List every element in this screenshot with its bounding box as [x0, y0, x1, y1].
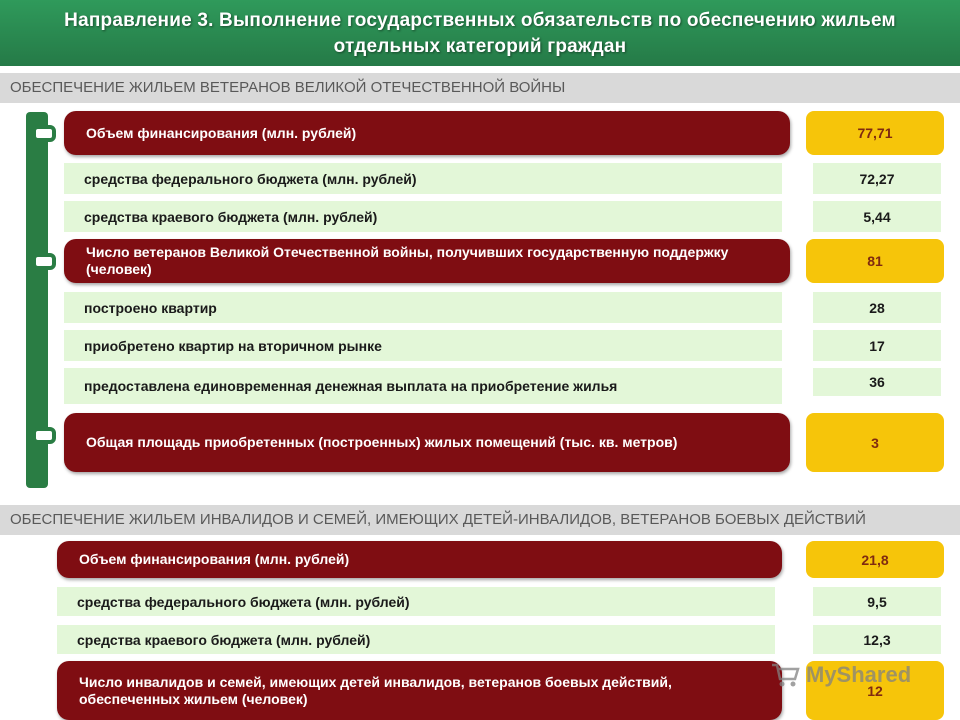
section1-federal-label: средства федерального бюджета (млн. рублей) [64, 163, 782, 194]
header-title-line2: отдельных категорий граждан [333, 36, 627, 57]
section1-secondary-value: 17 [813, 330, 941, 361]
section1-built-value: 28 [813, 292, 941, 323]
section1-title: ОБЕСПЕЧЕНИЕ ЖИЛЬЕМ ВЕТЕРАНОВ ВЕЛИКОЙ ОТЕЧЕСТВЕННОЙ ВОЙНЫ [0, 73, 960, 103]
section1-built-label: построено квартир [64, 292, 782, 323]
section2-federal-value: 9,5 [813, 587, 941, 616]
section2-title: ОБЕСПЕЧЕНИЕ ЖИЛЬЕМ ИНВАЛИДОВ И СЕМЕЙ, ИМЕЮЩИХ ДЕТЕЙ-ИНВАЛИДОВ, ВЕТЕРАНОВ БОЕВЫХ ДЕЙСТВИЙ [0, 505, 960, 535]
section2-federal-label: средства федерального бюджета (млн. рублей) [57, 587, 775, 616]
section2-regional-value: 12,3 [813, 625, 941, 654]
timeline-knob-1 [32, 125, 56, 142]
section1-area-label: Общая площадь приобретенных (построенных) жилых помещений (тыс. кв. метров) [64, 413, 790, 472]
watermark-text: MyShared [806, 662, 912, 687]
section1-funding-label: Объем финансирования (млн. рублей) [64, 111, 790, 155]
timeline-knob-3 [32, 427, 56, 444]
section2-persons-label: Число инвалидов и семей, имеющих детей инвалидов, ветеранов боевых действий, обеспеченных жильем (человек) [57, 661, 782, 720]
header-title-line1: Направление 3. Выполнение государственных обязательств по обеспечению жильем [64, 10, 896, 31]
section2-persons-value: 12 [806, 661, 944, 720]
section1-regional-label: средства краевого бюджета (млн. рублей) [64, 201, 782, 232]
section1-secondary-label: приобретено квартир на вторичном рынке [64, 330, 782, 361]
section1-regional-value: 5,44 [813, 201, 941, 232]
section2-funding-label: Объем финансирования (млн. рублей) [57, 541, 782, 578]
section1-payment-label: предоставлена единовременная денежная выплата на приобретение жилья [64, 368, 782, 404]
section1-payment-value: 36 [813, 368, 941, 396]
timeline-knob-2 [32, 253, 56, 270]
page-header [0, 0, 960, 66]
section1-funding-value: 77,71 [806, 111, 944, 155]
section1-federal-value: 72,27 [813, 163, 941, 194]
section2-funding-value: 21,8 [806, 541, 944, 578]
section1-veterans-value: 81 [806, 239, 944, 283]
section2-regional-label: средства краевого бюджета (млн. рублей) [57, 625, 775, 654]
section1-veterans-label: Число ветеранов Великой Отечественной войны, получивших государственную поддержку (человек) [64, 239, 790, 283]
section1-area-value: 3 [806, 413, 944, 472]
